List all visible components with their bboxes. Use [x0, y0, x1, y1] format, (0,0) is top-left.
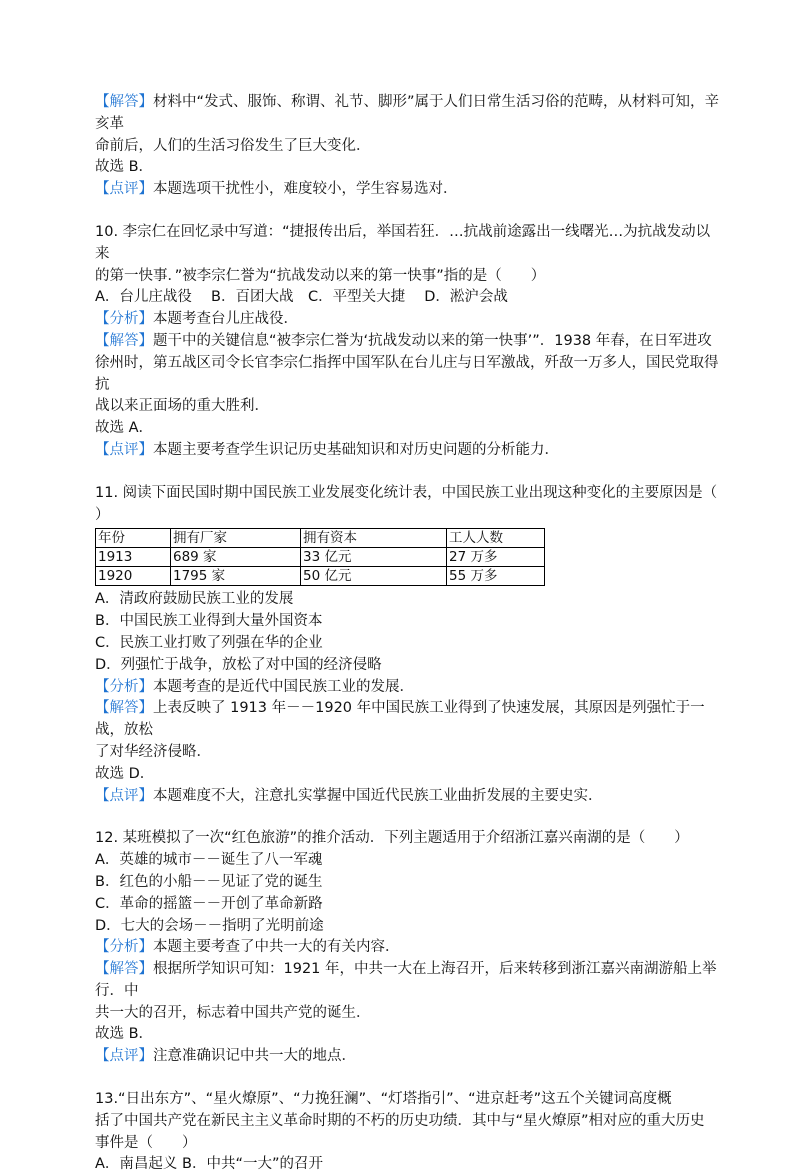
- option-a: A．清政府鼓励民族工业的发展: [95, 591, 294, 608]
- comment-text: 本题主要考查学生识记历史基础知识和对历史问题的分析能力．: [153, 441, 559, 458]
- question-11: [95, 483, 720, 808]
- comment-tag: 【点评】: [95, 441, 153, 458]
- question-9-tail: [95, 92, 720, 201]
- table-header-cell: 年份: [96, 529, 171, 548]
- analysis-tag: 【分析】: [95, 311, 153, 328]
- answer-tag: 【解答】: [95, 94, 153, 110]
- question-stem-line: 11. 阅读下面民国时期中国民族工业发展变化统计表，中国民族工业出现这种变化的主要原因是（: [95, 484, 718, 501]
- choice-line: 故选 A．: [95, 420, 154, 437]
- comment-text: 注意准确识记中共一大的地点．: [153, 1048, 356, 1065]
- answer-text-line: 战以来正面场的重大胜利．: [95, 398, 269, 415]
- answer-paragraph: [95, 92, 720, 136]
- comment-text: 本题选项干扰性小，难度较小，学生容易选对．: [153, 181, 458, 198]
- choice-line: 故选 D．: [95, 765, 155, 782]
- industry-statistics-table: [95, 528, 545, 586]
- question-stem-line: 事件是（ ）: [95, 1134, 197, 1151]
- question-stem-line: 13.“日出东方”、“星火燎原”、“力挽狂澜”、“灯塔指引”、“进京赶考”这五个关键词高度概: [95, 1091, 672, 1108]
- answer-text: 题干中的关键信息“被李宗仁誉为‘抗战发动以来的第一快事’”．1938 年春，在日军进攻: [153, 332, 712, 349]
- analysis-paragraph: [95, 677, 720, 699]
- choice-line: 故选 B．: [95, 159, 154, 176]
- table-header-cell: 拥有厂家: [171, 529, 301, 548]
- answer-text-line: 徐州时，第五战区司令长官李宗仁指挥中国军队在台儿庄与日军激战，歼敌一万多人，国民党取得抗: [95, 354, 719, 393]
- comment-tag: 【点评】: [95, 1048, 153, 1065]
- table-row: [96, 567, 545, 586]
- option-c: C．民族工业打败了列强在华的企业: [95, 634, 323, 651]
- option-b: B．中国民族工业得到大量外国资本: [95, 613, 323, 630]
- option-d: D．七大的会场－－指明了光明前途: [95, 917, 324, 934]
- question-stem-line: 括了中国共产党在新民主主义革命时期的不朽的历史功绩．其中与“星火燎原”相对应的重大历史: [95, 1112, 705, 1129]
- comment-tag: 【点评】: [95, 181, 153, 198]
- table-row: [96, 548, 545, 567]
- question-stem-line: 12. 某班模拟了一次“红色旅游”的推介活动．下列主题适用于介绍浙江嘉兴南湖的是（ ）: [95, 830, 689, 847]
- options-line: A．台儿庄战役 B．百团大战 C．平型关大捷 D．淞沪会战: [95, 289, 508, 306]
- answer-paragraph: [95, 331, 720, 353]
- table-header-cell: 拥有资本: [301, 529, 447, 548]
- answer-tag: 【解答】: [95, 332, 153, 349]
- analysis-text: 本题主要考查了中共一大的有关内容．: [153, 939, 400, 956]
- option-b: B．红色的小船－－见证了党的诞生: [95, 873, 323, 890]
- comment-paragraph: [95, 179, 720, 201]
- question-stem-line: 的第一快事．”被李宗仁誉为“抗战发动以来的第一快事”指的是（ ）: [95, 267, 546, 284]
- comment-tag: 【点评】: [95, 787, 153, 804]
- table-header-row: [96, 529, 545, 548]
- comment-paragraph: [95, 786, 720, 808]
- option-a: A．英雄的城市－－诞生了八一军魂: [95, 852, 323, 869]
- answer-tag: 【解答】: [95, 961, 153, 978]
- question-12: [95, 828, 720, 1068]
- answer-text-line: 共一大的召开，标志着中国共产党的诞生．: [95, 1004, 371, 1021]
- table-cell: 50 亿元: [301, 567, 447, 586]
- answer-tag: 【解答】: [95, 700, 153, 717]
- comment-text: 本题难度不大，注意扎实掌握中国近代民族工业曲折发展的主要史实．: [153, 787, 603, 804]
- analysis-text: 本题考查台儿庄战役．: [153, 311, 298, 328]
- answer-text-line: 命前后，人们的生活习俗发生了巨大变化．: [95, 137, 371, 154]
- analysis-text: 本题考查的是近代中国民族工业的发展．: [153, 678, 414, 695]
- table-header-cell: 工人人数: [447, 529, 545, 548]
- choice-line: 故选 B．: [95, 1026, 154, 1043]
- table-cell: 27 万多: [447, 548, 545, 567]
- question-13: [95, 1089, 720, 1176]
- analysis-tag: 【分析】: [95, 678, 153, 695]
- answer-paragraph: [95, 959, 720, 1003]
- exam-answer-page: [95, 92, 720, 1176]
- table-cell: 689 家: [171, 548, 301, 567]
- comment-paragraph: [95, 440, 720, 462]
- option-c: C．革命的摇篮－－开创了革命新路: [95, 895, 323, 912]
- table-cell: 55 万多: [447, 567, 545, 586]
- table-cell: 33 亿元: [301, 548, 447, 567]
- analysis-paragraph: [95, 937, 720, 959]
- analysis-tag: 【分析】: [95, 939, 153, 956]
- answer-text: 根据所学知识可知：1921 年，中共一大在上海召开，后来转移到浙江嘉兴南湖游船上举行．中: [95, 961, 717, 999]
- options-line: A．南昌起义 B．中共“一大”的召开: [95, 1156, 323, 1173]
- answer-text-line: 了对华经济侵略．: [95, 743, 211, 760]
- question-stem-line: 10. 李宗仁在回忆录中写道：“捷报传出后，举国若狂．…抗战前途露出一线曙光…为抗战发动以来: [95, 223, 711, 262]
- question-stem-line: ）: [95, 506, 110, 523]
- comment-paragraph: [95, 1046, 720, 1068]
- answer-text: 上表反映了 1913 年－－1920 年中国民族工业得到了快速发展，其原因是列强忙于一战，放松: [95, 700, 705, 739]
- answer-paragraph: [95, 698, 720, 742]
- table-cell: 1920: [96, 567, 171, 586]
- table-cell: 1913: [96, 548, 171, 567]
- option-d: D．列强忙于战争，放松了对中国的经济侵略: [95, 656, 382, 673]
- table-cell: 1795 家: [171, 567, 301, 586]
- answer-text: 材料中“发式、服饰、称谓、礼节、脚形”属于人们日常生活习俗的范畴，从材料可知，辛亥革: [95, 94, 720, 132]
- question-10: [95, 222, 720, 462]
- analysis-paragraph: [95, 309, 720, 331]
